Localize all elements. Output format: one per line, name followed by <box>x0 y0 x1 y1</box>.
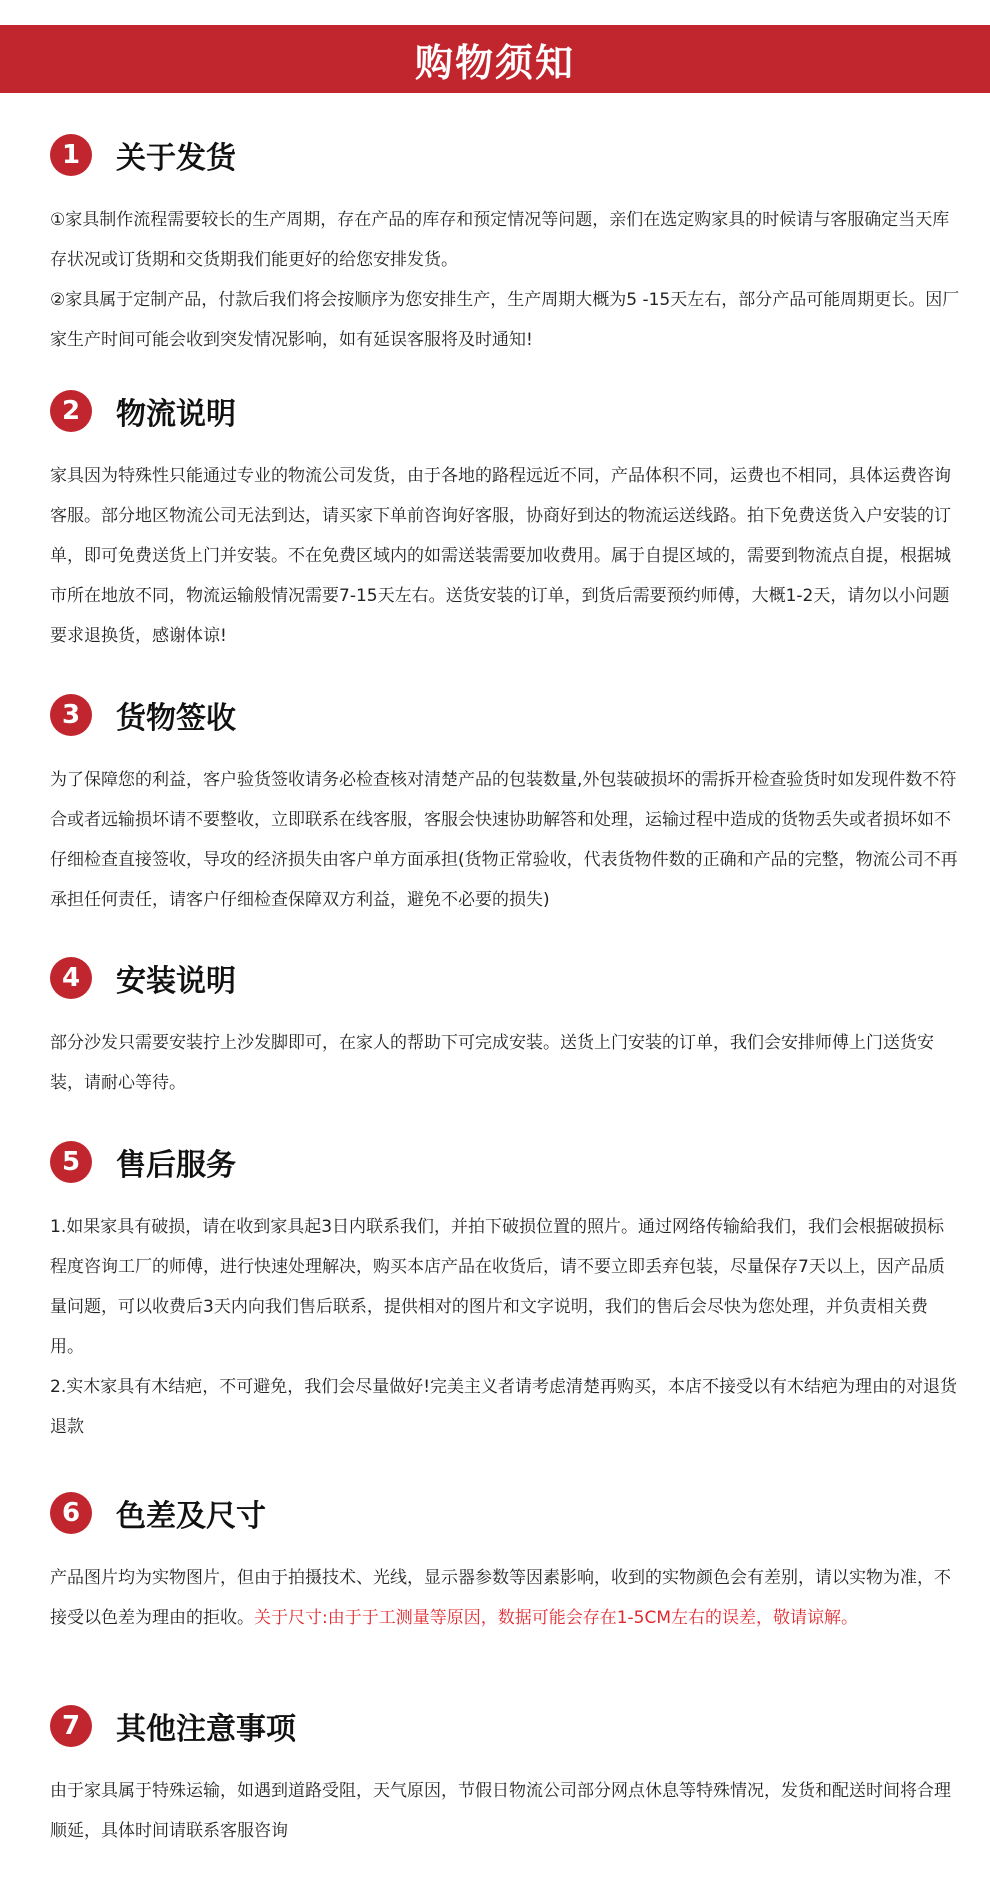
size-notice-highlight: 关于尺寸:由于于工测量等原因，数据可能会存在1-5CM左右的误差，敬请谅解。 <box>254 1608 859 1628</box>
section-shipping <box>50 132 960 360</box>
section-body <box>50 456 960 656</box>
section-header <box>50 132 960 178</box>
paragraph: 家具因为特殊性只能通过专业的物流公司发货，由于各地的路程远近不同，产品体积不同，运费也不相同，具体运费咨询客服。部分地区物流公司无法到达，请买家下单前咨询好客服，协商好到达的物流运送线路。拍下免费送货入户安装的订单，即可免费送货上门并安装。不在免费区域内的如需送装需要加收费用。属于自提区域的，需要到物流点自提，根据城市所在地放不同，物流运输般情况需要7-15天左右。送货安装的订单，到货后需要预约师傅，大概1-2天，请勿以小问题要求退换货，感谢体谅! <box>50 466 951 646</box>
section-installation <box>50 955 960 1103</box>
section-color-size <box>50 1490 960 1638</box>
section-header <box>50 1703 960 1749</box>
section-header <box>50 1490 960 1536</box>
paragraph: 由于家具属于特殊运输，如遇到道路受阻，天气原因，节假日物流公司部分网点休息等特殊情况，发货和配送时间将合理顺延，具体时间请联系客服咨询 <box>50 1781 951 1841</box>
section-number-badge: 7 <box>50 1705 92 1747</box>
section-other-notes <box>50 1703 960 1851</box>
section-body <box>50 1771 960 1851</box>
section-body <box>50 1558 960 1638</box>
section-body <box>50 760 960 920</box>
section-title: 货物签收 <box>116 701 236 736</box>
section-header <box>50 692 960 738</box>
section-title: 关于发货 <box>116 141 236 176</box>
section-body <box>50 200 960 360</box>
paragraph: 部分沙发只需要安装拧上沙发脚即可，在家人的帮助下可完成安装。送货上门安装的订单，我们会安排师傅上门送货安装，请耐心等待。 <box>50 1033 934 1093</box>
section-title: 物流说明 <box>116 397 236 432</box>
section-number-badge: 2 <box>50 390 92 432</box>
paragraph: 为了保障您的利益，客户验货签收请务必检查核对清楚产品的包装数量,外包装破损坏的需拆开检查验货时如发现件数不符合或者远输损坏请不要整收，立即联系在线客服，客服会快速协助解答和处理，运输过程中造成的货物丢失或者损坏如不仔细检查直接签收，导攻的经济损失由客户单方面承担(货物正常验收，代表货物件数的正确和产品的完整，物流公司不再承担任何责任，请客户仔细检查保障双方利益，避免不必要的损失) <box>50 770 958 910</box>
section-number-badge: 5 <box>50 1141 92 1183</box>
section-logistics <box>50 388 960 656</box>
section-title: 其他注意事项 <box>116 1712 296 1747</box>
section-number-badge: 4 <box>50 957 92 999</box>
paragraph-text: 产品图片均为实物图片，但由于拍摄技术、光线，显示器参数等因素影响，收到的实物颜色会有差别，请以实物为准，不接受以色差为理由的拒收。 <box>50 1568 951 1628</box>
paragraph <box>50 1558 960 1638</box>
section-body <box>50 1023 960 1103</box>
section-after-sales <box>50 1139 960 1447</box>
page-title: 购物须知 <box>414 40 575 85</box>
section-title: 售后服务 <box>116 1148 236 1183</box>
section-header <box>50 955 960 1001</box>
section-header <box>50 388 960 434</box>
section-title: 色差及尺寸 <box>116 1499 266 1534</box>
paragraph: 1.如果家具有破损，请在收到家具起3日内联系我们，并拍下破损位置的照片。通过网络传输給我们，我们会根据破损标程度咨询工厂的师傅，进行快速处理解决，购买本店产品在收货后，请不要立即丢弃包装，尽量保存7天以上，因产品质量问题，可以收费后3天内向我们售后联系，提供相对的图片和文字说明，我们的售后会尽快为您处理，并负责相关费用。 <box>50 1217 945 1357</box>
paragraph: ①家具制作流程需要较长的生产周期，存在产品的库存和预定情况等问题，亲们在选定购家具的时候请与客服确定当天库存状况或订货期和交货期我们能更好的给您安排发货。 <box>50 210 950 270</box>
section-title: 安装说明 <box>116 964 236 999</box>
section-body <box>50 1207 960 1447</box>
paragraph: ②家具属于定制产品，付款后我们将会按顺序为您安排生产，生产周期大概为5 -15天左右，部分产品可能周期更长。因厂家生产时间可能会收到突发情况影响，如有延误客服将及时通知! <box>50 290 960 350</box>
section-number-badge: 3 <box>50 694 92 736</box>
section-header <box>50 1139 960 1185</box>
section-number-badge: 1 <box>50 134 92 176</box>
paragraph: 2.实木家具有木结疤，不可避免，我们会尽量做好!完美主义者请考虑清楚再购买，本店不接受以有木结疤为理由的对退货退款 <box>50 1377 958 1437</box>
section-receipt <box>50 692 960 920</box>
section-number-badge: 6 <box>50 1492 92 1534</box>
header-banner <box>0 25 990 93</box>
